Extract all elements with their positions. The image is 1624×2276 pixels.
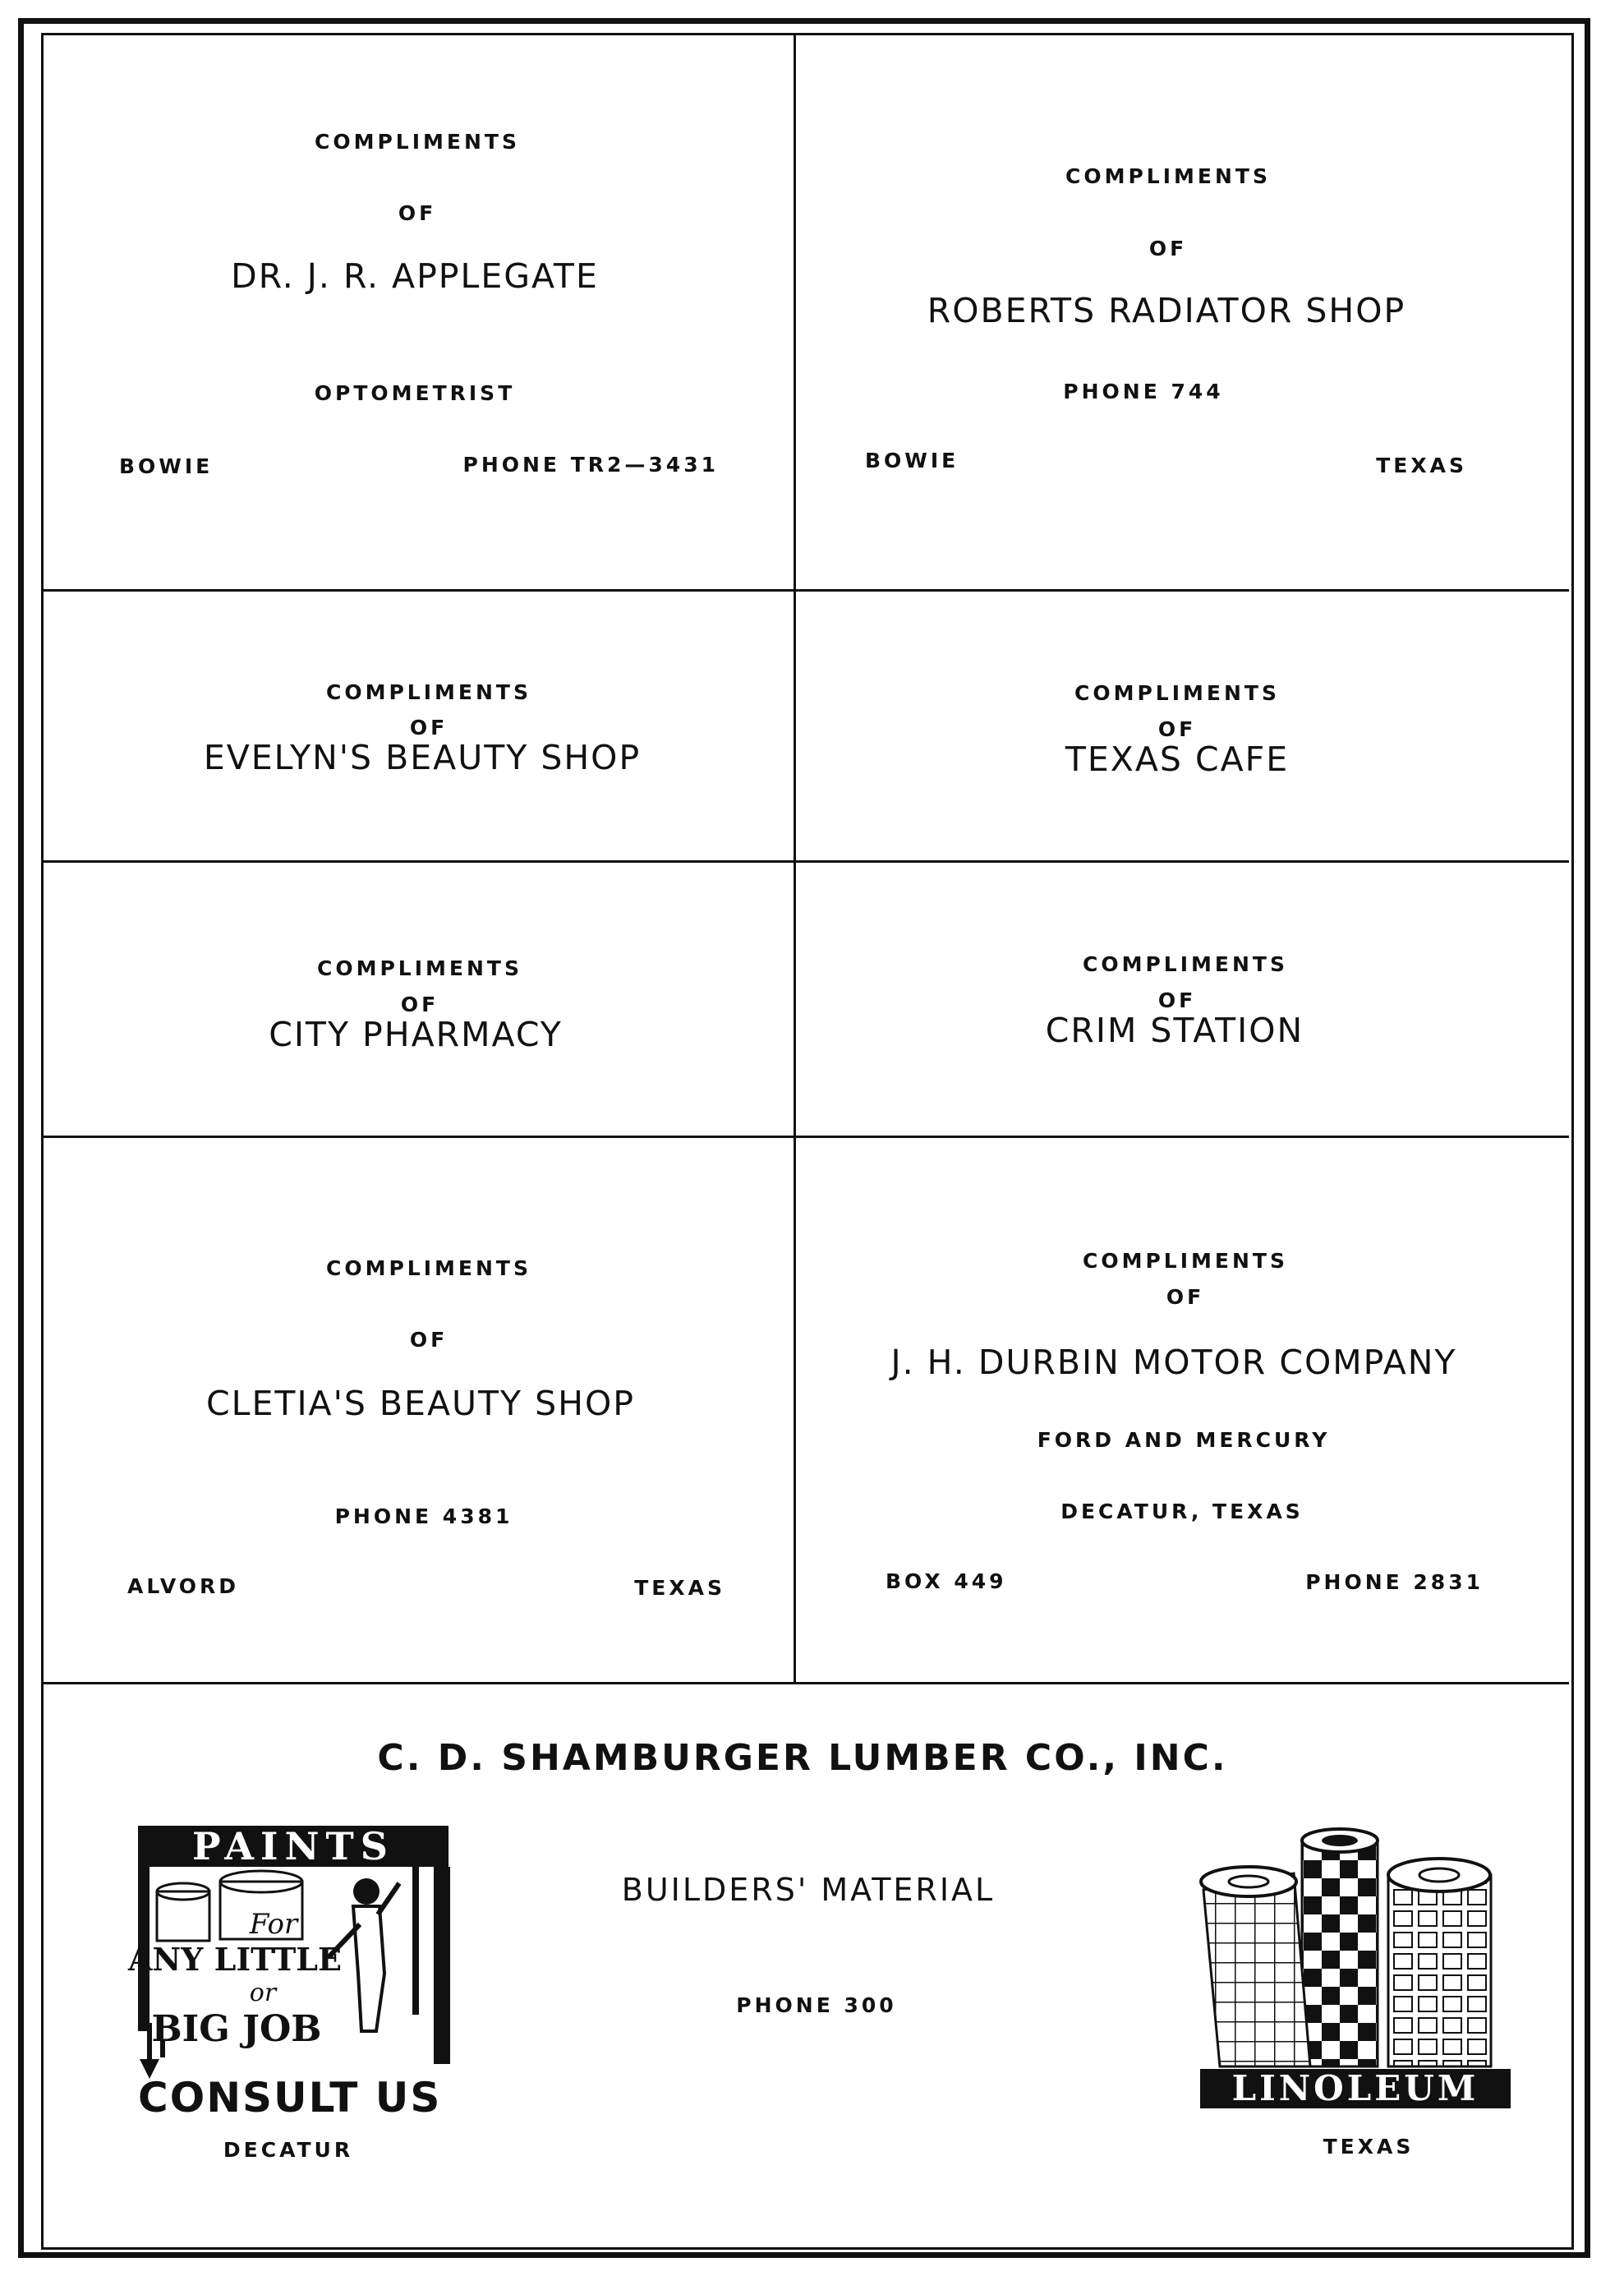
compliments-label: COMPLIMENTS: [1083, 1249, 1288, 1273]
down-arrow-icon: [138, 2023, 171, 2080]
state: TEXAS: [634, 1576, 725, 1600]
compliments-label: COMPLIMENTS: [326, 680, 531, 704]
compliments-label: COMPLIMENTS: [1083, 952, 1288, 976]
of-label: OF: [1157, 717, 1197, 741]
city: ALVORD: [127, 1574, 239, 1598]
paints-header: PAINTS: [138, 1826, 449, 1867]
row-divider: [44, 860, 1569, 863]
business-name: C. D. SHAMBURGER LUMBER CO., INC.: [377, 1737, 1228, 1779]
compliments-label: COMPLIMENTS: [1074, 681, 1280, 705]
row-divider: [44, 589, 1569, 592]
business-name: EVELYN'S BEAUTY SHOP: [203, 738, 642, 777]
linoleum-rolls-illustration: [1195, 1824, 1516, 2071]
column-divider: [794, 35, 796, 1682]
row-divider: [44, 1682, 1569, 1684]
business-name: TEXAS CAFE: [1065, 739, 1290, 779]
products: FORD AND MERCURY: [1037, 1428, 1331, 1452]
business-name: ROBERTS RADIATOR SHOP: [927, 291, 1406, 330]
row-divider: [44, 1136, 1569, 1138]
business-name: J. H. DURBIN MOTOR COMPANY: [890, 1343, 1457, 1382]
of-label: OF: [409, 1328, 449, 1352]
of-label: OF: [400, 993, 439, 1016]
of-label: OF: [409, 716, 449, 739]
state: TEXAS: [1376, 454, 1467, 477]
linoleum-banner: LINOLEUM: [1200, 2069, 1511, 2108]
compliments-label: COMPLIMENTS: [315, 130, 520, 154]
phone: PHONE TR2—3431: [462, 453, 719, 477]
paints-for: For: [249, 1908, 298, 1941]
city-state: DECATUR, TEXAS: [1060, 1500, 1304, 1523]
business-name: DR. J. R. APPLEGATE: [231, 256, 599, 296]
compliments-label: COMPLIMENTS: [317, 956, 522, 980]
compliments-label: COMPLIMENTS: [326, 1256, 531, 1280]
business-name: CLETIA'S BEAUTY SHOP: [206, 1384, 635, 1423]
of-label: OF: [1157, 988, 1197, 1012]
of-label: OF: [1148, 237, 1188, 260]
paints-any-little: ANY LITTLE: [128, 1941, 342, 1978]
box-number: BOX 449: [886, 1569, 1007, 1593]
left-city: DECATUR: [223, 2138, 354, 2162]
profession: OPTOMETRIST: [314, 381, 516, 405]
of-label: OF: [1166, 1285, 1205, 1309]
phone: PHONE 744: [1063, 380, 1224, 403]
paints-big-job: BIG JOB: [151, 2008, 322, 2050]
phone: PHONE 2831: [1305, 1570, 1484, 1594]
city: BOWIE: [119, 454, 214, 478]
business-name: CRIM STATION: [1045, 1011, 1304, 1050]
of-label: OF: [398, 201, 437, 225]
builders-material: BUILDERS' MATERIAL: [621, 1872, 996, 1908]
phone: PHONE 300: [736, 1993, 897, 2017]
paints-or: or: [249, 1979, 277, 2007]
business-name: CITY PHARMACY: [269, 1015, 563, 1054]
phone: PHONE 4381: [334, 1504, 513, 1528]
linoleum-advertisement: [1195, 1824, 1516, 2128]
paints-advertisement: [128, 1824, 450, 2138]
right-city: TEXAS: [1323, 2135, 1415, 2159]
consult-us: CONSULT US: [138, 2074, 442, 2122]
compliments-label: COMPLIMENTS: [1065, 164, 1271, 188]
city: BOWIE: [865, 449, 959, 472]
